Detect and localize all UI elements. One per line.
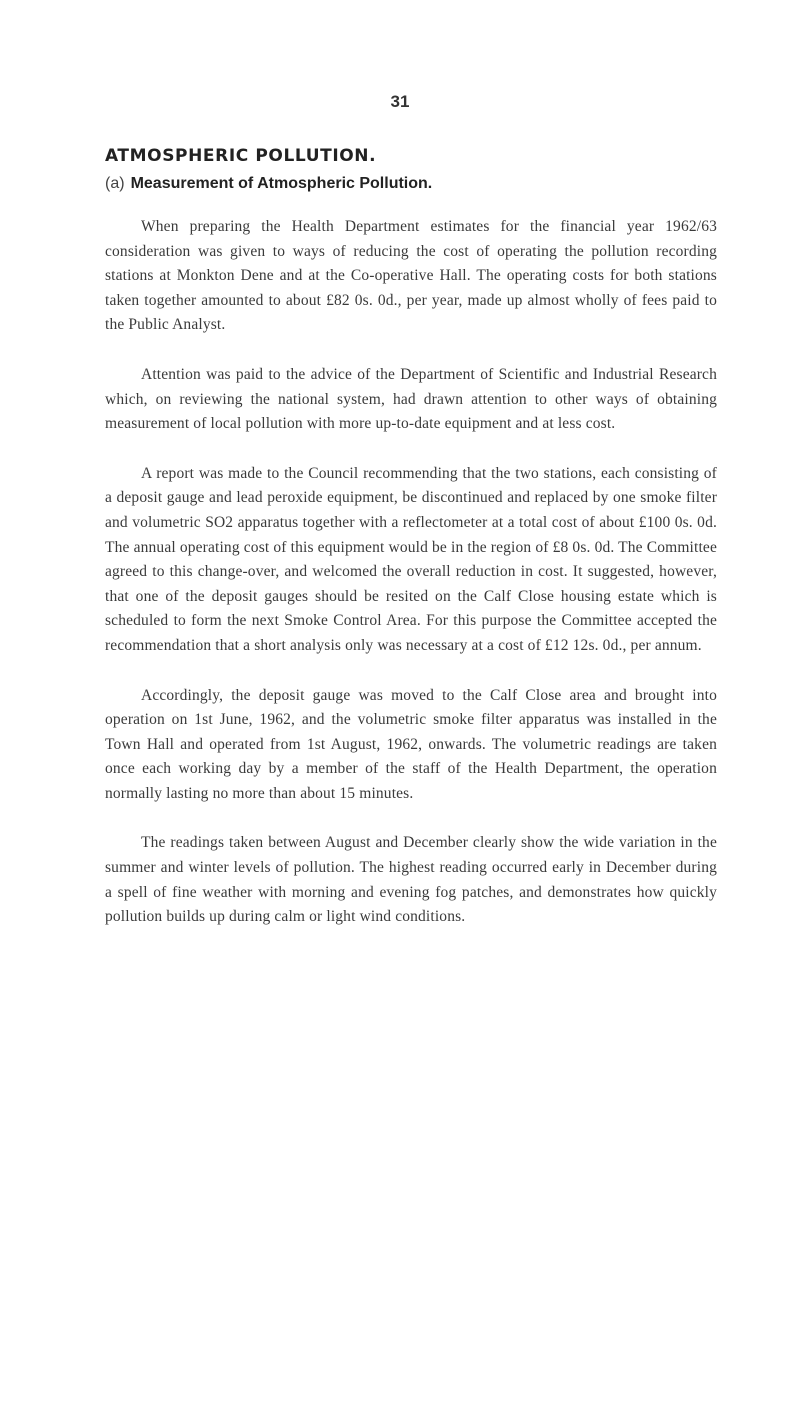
subsection-heading (105, 175, 432, 193)
paragraph-cost-review: When preparing the Health Department estimates for the financial year 1962/63 consideration was given to ways of reducing the cost of operating the pollution recording stations at Monkton Dene and at the Co-operative Hall. The operating costs for both stations taken together amounted to about £82 0s. 0d., per year, made up almost wholly of fees paid to the Public Analyst. (105, 218, 717, 334)
paragraph-dsir-advice: Attention was paid to the advice of the Department of Scientific and Industrial Research which, on reviewing the national system, had drawn attention to other ways of obtaining measurement of local pollution with more up-to-date equipment and at less cost. (105, 365, 717, 433)
subsection-label: (a) (105, 175, 125, 192)
page-number: 31 (390, 92, 410, 111)
paragraph-installation: Accordingly, the deposit gauge was moved to the Calf Close area and brought into operation on 1st June, 1962, and the volumetric smoke filter apparatus was installed in the Town Hall and operated from 1st August, 1962, onwards. The volumetric readings are taken once each working day by a member of the staff of the Health Department, the operation normally lasting no more than about 15 minutes. (105, 686, 717, 802)
subsection-title: Measurement of Atmospheric Pollution. (130, 175, 433, 192)
paragraph-council-report: A report was made to the Council recommending that the two stations, each consisting of a deposit gauge and lead peroxide equipment, be discontinued and replaced by one smoke filter and volumetric SO2 apparatus together with a reflectometer at a total cost of about £100 0s. 0d. The annual operating cost of this equipment would be in the region of £8 0s. 0d. The Committee agreed to this change-over, and welcomed the overall reduction in cost. It suggested, however, that one of the deposit gauges should be resited on the Calf Close housing estate which is scheduled to form the next Smoke Control Area. For this purpose the Committee accepted the recommendation that a short analysis only was necessary at a cost of £12 12s. 0d., per annum. (105, 464, 717, 654)
section-title: ATMOSPHERIC POLLUTION. (105, 146, 377, 166)
body-text (105, 215, 717, 955)
paragraph-readings: The readings taken between August and December clearly show the wide variation in the summer and winter levels of pollution. The highest reading occurred early in December during a spell of fine weather with morning and evening fog patches, and demonstrates how quickly pollution builds up during calm or light wind conditions. (105, 834, 717, 926)
